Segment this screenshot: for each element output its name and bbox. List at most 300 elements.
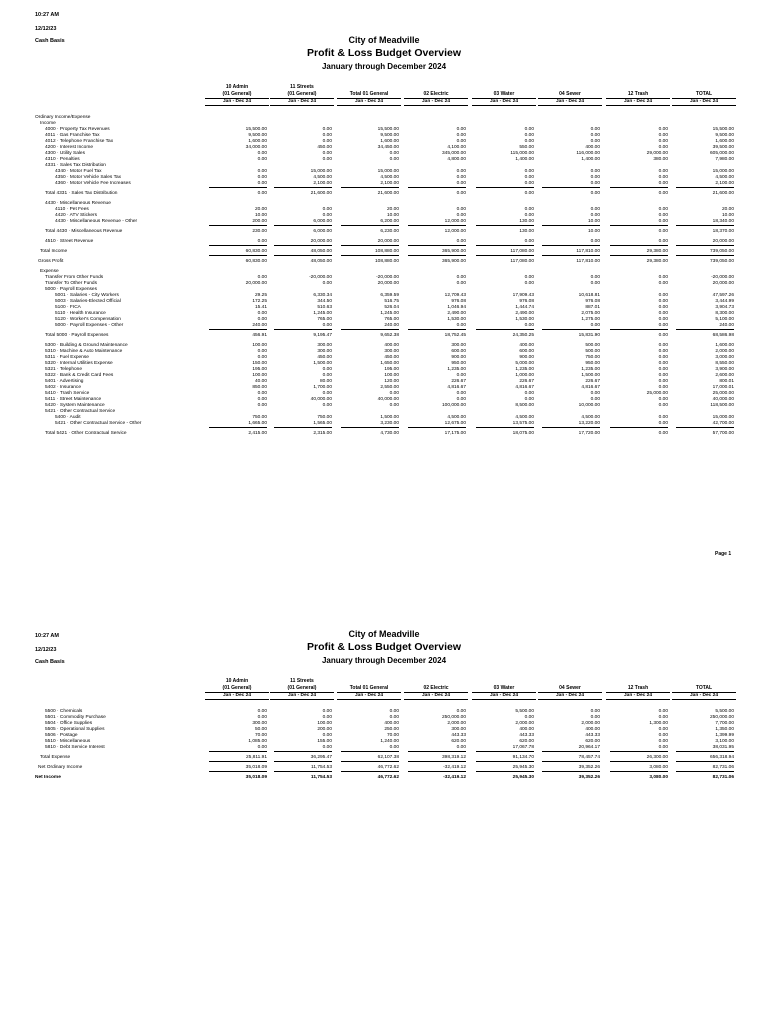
row-value: 0.00 — [524, 239, 534, 244]
org-name: City of Meadville — [348, 629, 420, 639]
report-header — [0, 587, 768, 665]
row-value: 29.25 — [254, 293, 267, 298]
row-value: 18,752.45 — [444, 333, 466, 338]
row-value: 400.00 — [585, 727, 600, 732]
row-value: 3,444.99 — [715, 299, 734, 304]
row-value: 60,830.00 — [245, 249, 267, 254]
report-period: January through December 2024 — [321, 62, 447, 71]
row-value: 48,050.00 — [310, 249, 332, 254]
subtotal-rule — [209, 761, 267, 762]
row-value: 0.00 — [590, 181, 600, 186]
row-value: 25,000.00 — [646, 391, 668, 396]
report-basis: Cash Basis — [35, 659, 65, 665]
report-row — [0, 249, 768, 255]
row-value: 443.33 — [519, 733, 534, 738]
row-label: Transfer From Other Funds — [45, 275, 104, 280]
row-label: Ordinary Income/Expense — [35, 115, 91, 120]
row-value: 0.00 — [389, 709, 399, 714]
row-value: 1,000.00 — [515, 373, 534, 378]
row-value: 9,500.00 — [380, 133, 399, 138]
row-value: 976.08 — [519, 299, 534, 304]
row-value: 46,772.62 — [377, 765, 399, 770]
row-value: 0.00 — [590, 133, 600, 138]
row-label: 5421 · Other Contractual Service - Other — [55, 421, 142, 426]
row-value: 20,000.00 — [712, 281, 734, 286]
row-value: 1,046.94 — [447, 305, 466, 310]
row-value: 240.00 — [384, 323, 399, 328]
row-value: 11,754.53 — [310, 775, 332, 780]
row-value: 0.00 — [524, 391, 534, 396]
report-rows — [0, 709, 768, 781]
subtotal-rule — [676, 771, 734, 772]
subtotal-rule — [209, 427, 267, 428]
row-value: 39,352.26 — [578, 765, 600, 770]
row-value: 0.00 — [658, 239, 668, 244]
row-value: 15,000.00 — [712, 169, 734, 174]
row-value: 100.00 — [252, 343, 267, 348]
subtotal-rule — [676, 751, 734, 752]
row-label: 5421 · Other Contractual Service — [45, 409, 116, 414]
row-value: 300.00 — [451, 727, 466, 732]
row-value: 0.00 — [590, 207, 600, 212]
row-value: 50.00 — [254, 727, 267, 732]
row-value: 120.00 — [384, 379, 399, 384]
row-label: Net Income — [35, 775, 61, 780]
row-value: 108,880.00 — [374, 249, 399, 254]
row-value: 0.00 — [456, 133, 466, 138]
row-value: 117,080.00 — [510, 259, 534, 264]
row-value: 0.00 — [389, 715, 399, 720]
row-value: -20,000.00 — [711, 275, 734, 280]
row-value: 1,235.00 — [581, 367, 600, 372]
row-value: 9,500.00 — [248, 133, 267, 138]
row-value: 526.04 — [384, 305, 399, 310]
row-value: 70.00 — [254, 733, 267, 738]
row-value: 21,600.00 — [712, 191, 734, 196]
subtotal-rule — [274, 761, 332, 762]
row-value: 2,000.00 — [715, 349, 734, 354]
row-value: 0.00 — [456, 127, 466, 132]
row-value: 1,700.00 — [313, 385, 332, 390]
row-value: 1,240.00 — [380, 739, 399, 744]
row-value: 15.41 — [254, 305, 267, 310]
row-value: 0.00 — [524, 397, 534, 402]
row-value: 20.00 — [254, 207, 267, 212]
row-value: 7,980.00 — [715, 157, 734, 162]
row-value: 550.00 — [519, 145, 534, 150]
page-number: Page 1 — [715, 551, 732, 557]
row-value: 108,880.00 — [374, 259, 399, 264]
org-name: City of Meadville — [348, 35, 420, 45]
report-page-2 — [0, 587, 768, 1024]
row-label: 4331 · Sales Tax Distribution — [45, 163, 106, 168]
row-value: 9,500.00 — [715, 133, 734, 138]
row-value: 26,300.00 — [646, 755, 668, 760]
subtotal-rule — [676, 245, 734, 246]
row-value: 0.00 — [257, 403, 267, 408]
row-value: 40,000.00 — [310, 397, 332, 402]
row-label: Total Expense — [40, 755, 71, 760]
row-value: 620.00 — [519, 739, 534, 744]
row-value: 1,600.00 — [715, 343, 734, 348]
row-value: 0.00 — [590, 213, 600, 218]
row-value: 0.00 — [590, 715, 600, 720]
column-header-range: Jan - Dec 24 — [472, 98, 536, 106]
row-value: 0.00 — [658, 733, 668, 738]
subtotal-rule — [209, 187, 267, 188]
row-value: 739,050.00 — [709, 249, 734, 254]
row-value: 2,490.00 — [447, 311, 466, 316]
row-value: 0.00 — [322, 157, 332, 162]
report-row — [0, 229, 768, 235]
row-label: Income — [40, 121, 56, 126]
column-header-line2: 12 Trash — [627, 685, 649, 691]
row-value: 1,399.99 — [715, 733, 734, 738]
row-value: 300.00 — [317, 349, 332, 354]
row-value: 0.00 — [389, 157, 399, 162]
row-value: 6,000.00 — [313, 219, 332, 224]
row-value: 1,400.00 — [581, 157, 600, 162]
row-value: 0.00 — [322, 323, 332, 328]
row-value: 0.00 — [322, 367, 332, 372]
report-date: 12/12/23 — [35, 26, 57, 32]
row-value: 62,107.38 — [377, 755, 399, 760]
row-value: 68,586.98 — [712, 333, 734, 338]
row-value: 0.00 — [456, 397, 466, 402]
row-value: 0.00 — [257, 355, 267, 360]
row-label: 4420 · ATV Stickers — [55, 213, 98, 218]
subtotal-rule — [542, 187, 600, 188]
row-label: 4350 · Motor Vehicle Sales Tax — [55, 175, 122, 180]
row-value: 0.00 — [456, 239, 466, 244]
report-title: Profit & Loss Budget Overview — [306, 641, 462, 653]
row-value: 4,500.00 — [313, 175, 332, 180]
row-value: 35,018.09 — [245, 765, 267, 770]
row-value: 976.08 — [451, 299, 466, 304]
report-row — [0, 323, 768, 329]
row-value: 400.00 — [519, 343, 534, 348]
row-value: 6,330.34 — [313, 293, 332, 298]
row-value: 600.00 — [451, 349, 466, 354]
row-value: 0.00 — [389, 403, 399, 408]
column-header-line2: (01 General) — [287, 91, 317, 97]
row-value: 12,675.00 — [444, 421, 466, 426]
subtotal-rule — [408, 245, 466, 246]
report-row — [0, 181, 768, 187]
row-value: 2,600.00 — [715, 373, 734, 378]
row-value: 0.00 — [524, 191, 534, 196]
row-value: 226.67 — [519, 379, 534, 384]
row-value: 17,175.00 — [444, 431, 466, 436]
subtotal-rule — [676, 761, 734, 762]
row-value: 0.00 — [456, 391, 466, 396]
row-value: 1,300.00 — [649, 721, 668, 726]
row-label: 5000 · Payroll Expenses - Other — [55, 323, 124, 328]
row-value: 2,100.00 — [715, 181, 734, 186]
row-value: 750.00 — [585, 355, 600, 360]
row-value: 1,665.00 — [248, 421, 267, 426]
row-value: 0.00 — [658, 745, 668, 750]
row-value: 600.00 — [519, 349, 534, 354]
row-label: 5506 · Postage — [45, 733, 78, 738]
row-label: 5510 · Miscellaneous — [45, 739, 91, 744]
subtotal-rule — [476, 245, 534, 246]
subtotal-rule — [476, 761, 534, 762]
row-value: 443.33 — [451, 733, 466, 738]
row-value: 9,195.47 — [313, 333, 332, 338]
row-value: 0.00 — [658, 379, 668, 384]
row-value: 0.00 — [322, 709, 332, 714]
row-value: 4,500.00 — [515, 415, 534, 420]
row-value: 1,235.00 — [515, 367, 534, 372]
row-value: 900.00 — [519, 355, 534, 360]
column-headers — [0, 84, 768, 114]
row-value: 10.00 — [721, 213, 734, 218]
row-label: 5110 · Health Insurance — [55, 311, 106, 316]
row-label: 4430 · Miscellaneous Revenue — [45, 201, 111, 206]
subtotal-rule — [476, 225, 534, 226]
report-row — [0, 745, 768, 751]
subtotal-rule — [274, 751, 332, 752]
row-value: 25,811.91 — [246, 755, 267, 760]
row-value: 0.00 — [658, 191, 668, 196]
row-value: 6,359.59 — [380, 293, 399, 298]
row-value: 0.00 — [322, 715, 332, 720]
row-value: 450.00 — [317, 145, 332, 150]
row-value: 0.00 — [658, 169, 668, 174]
report-date: 12/12/23 — [35, 647, 57, 653]
row-value: -20,000.00 — [376, 275, 399, 280]
row-value: 0.00 — [456, 709, 466, 714]
row-value: 200.00 — [317, 727, 332, 732]
column-header-range: Jan - Dec 24 — [270, 692, 334, 700]
row-value: 0.00 — [658, 385, 668, 390]
row-value: 400.00 — [384, 721, 399, 726]
row-value: 40,000.00 — [377, 397, 399, 402]
row-value: 656,318.94 — [709, 755, 734, 760]
row-value: 15,000.00 — [310, 169, 332, 174]
row-value: 1,500.00 — [313, 361, 332, 366]
row-value: 15,500.00 — [245, 127, 267, 132]
row-value: 0.00 — [658, 281, 668, 286]
row-value: 29,380.00 — [646, 249, 668, 254]
row-value: 750.00 — [252, 415, 267, 420]
row-value: 0.00 — [658, 207, 668, 212]
subtotal-rule — [610, 225, 668, 226]
row-value: 0.00 — [389, 745, 399, 750]
row-value: 0.00 — [322, 745, 332, 750]
row-value: 18,075.00 — [512, 431, 534, 436]
row-value: 0.00 — [389, 391, 399, 396]
row-value: 0.00 — [322, 139, 332, 144]
subtotal-rule — [209, 255, 267, 256]
row-label: 5402 · Insurance — [45, 385, 82, 390]
row-label: Transfer To Other Funds — [45, 281, 97, 286]
row-value: 0.00 — [456, 181, 466, 186]
row-label: 5120 · Worker's Compensation — [55, 317, 121, 322]
row-value: 40.00 — [254, 379, 267, 384]
row-value: 0.00 — [524, 133, 534, 138]
row-value: 0.00 — [257, 715, 267, 720]
row-value: 4,800.00 — [447, 157, 466, 162]
row-value: 25,945.30 — [512, 775, 534, 780]
row-label: 5500 · Chemicals — [45, 709, 83, 714]
row-value: 0.00 — [524, 275, 534, 280]
row-value: 1,650.00 — [380, 361, 399, 366]
subtotal-rule — [408, 771, 466, 772]
row-value: 0.00 — [658, 127, 668, 132]
row-value: 3,900.00 — [715, 367, 734, 372]
row-value: 117,810.00 — [576, 249, 600, 254]
row-label: Expense — [40, 269, 59, 274]
column-header-line2: 03 Water — [493, 91, 515, 97]
row-value: 0.00 — [658, 229, 668, 234]
subtotal-rule — [676, 187, 734, 188]
row-value: 7,700.00 — [715, 721, 734, 726]
row-value: 250.00 — [384, 727, 399, 732]
row-value: 2,490.00 — [515, 311, 534, 316]
subtotal-rule — [610, 751, 668, 752]
row-value: 4,500.00 — [715, 175, 734, 180]
subtotal-rule — [476, 751, 534, 752]
row-value: 0.00 — [590, 139, 600, 144]
row-value: 47,597.26 — [712, 293, 734, 298]
row-value: 6,000.00 — [313, 229, 332, 234]
row-value: 12,000.00 — [444, 229, 466, 234]
row-value: 29,000.00 — [646, 151, 668, 156]
row-value: 0.00 — [658, 275, 668, 280]
row-label: Total Income — [40, 249, 68, 254]
row-value: 0.00 — [658, 355, 668, 360]
row-value: 0.00 — [658, 145, 668, 150]
subtotal-rule — [209, 329, 267, 330]
subtotal-rule — [476, 187, 534, 188]
row-value: 0.00 — [257, 191, 267, 196]
row-value: 0.00 — [658, 715, 668, 720]
row-value: 100.00 — [252, 373, 267, 378]
subtotal-rule — [341, 751, 399, 752]
row-value: 850.00 — [252, 385, 267, 390]
row-value: 13,575.00 — [512, 421, 534, 426]
row-value: 450.00 — [384, 355, 399, 360]
row-value: 0.00 — [322, 127, 332, 132]
subtotal-rule — [209, 225, 267, 226]
row-value: 48,050.00 — [310, 259, 332, 264]
row-value: 118,500.00 — [710, 403, 734, 408]
subtotal-rule — [610, 245, 668, 246]
row-value: 0.00 — [257, 349, 267, 354]
row-value: 0.00 — [658, 397, 668, 402]
column-header-range: Jan - Dec 24 — [472, 692, 536, 700]
report-time: 10:27 AM — [35, 633, 59, 639]
row-value: 0.00 — [658, 367, 668, 372]
row-value: 456.91 — [252, 333, 267, 338]
report-row — [0, 239, 768, 245]
row-value: 20,000.00 — [245, 281, 267, 286]
row-value: 0.00 — [257, 175, 267, 180]
row-value: 765.00 — [384, 317, 399, 322]
row-value: 0.00 — [590, 191, 600, 196]
row-value: 15,000.00 — [377, 169, 399, 174]
row-value: 5,500.00 — [715, 709, 734, 714]
row-value: 10.00 — [587, 229, 600, 234]
row-value: 516.75 — [384, 299, 399, 304]
subtotal-rule — [274, 329, 332, 330]
row-value: 8,550.00 — [715, 361, 734, 366]
row-value: 0.00 — [590, 323, 600, 328]
row-value: -32,419.12 — [443, 765, 466, 770]
row-label: 4110 · Pet Fees — [55, 207, 89, 212]
row-label: Total 5421 · Other Contractual Service — [45, 431, 127, 436]
column-header-line1: 11 Streets — [290, 678, 314, 684]
row-value: 115,000.00 — [510, 151, 534, 156]
subtotal-rule — [274, 771, 332, 772]
row-value: 0.00 — [658, 349, 668, 354]
row-label: 5505 · Operational Supplies — [45, 727, 105, 732]
report-row — [0, 191, 768, 197]
row-value: 400.00 — [585, 145, 600, 150]
row-value: 5,000.00 — [515, 361, 534, 366]
row-label: 5504 · Office Supplies — [45, 721, 93, 726]
subtotal-rule — [676, 225, 734, 226]
row-value: 35,018.09 — [245, 775, 267, 780]
subtotal-rule — [408, 187, 466, 188]
report-rows — [0, 115, 768, 437]
subtotal-rule — [341, 771, 399, 772]
row-value: 17,720.00 — [578, 431, 600, 436]
row-value: 0.00 — [590, 709, 600, 714]
row-value: 0.00 — [658, 361, 668, 366]
row-value: 2,550.00 — [380, 385, 399, 390]
row-value: 250,000.00 — [709, 715, 734, 720]
row-value: 0.00 — [658, 219, 668, 224]
subtotal-rule — [274, 245, 332, 246]
row-value: 42,700.00 — [712, 421, 734, 426]
row-value: 6,230.00 — [380, 229, 399, 234]
row-value: 12,000.00 — [444, 219, 466, 224]
row-value: 12,709.43 — [444, 293, 466, 298]
row-label: Total 5000 · Payroll Expenses — [45, 333, 109, 338]
row-value: 0.00 — [658, 305, 668, 310]
row-value: 8,500.00 — [515, 403, 534, 408]
row-value: 0.00 — [456, 207, 466, 212]
row-label: 4011 · Gas Franchise Tax — [45, 133, 100, 138]
subtotal-rule — [341, 427, 399, 428]
row-value: 3,100.00 — [715, 739, 734, 744]
column-headers — [0, 678, 768, 708]
row-label: 5000 · Payroll Expenses — [45, 287, 97, 292]
row-value: 4,816.67 — [581, 385, 600, 390]
column-header-line1: 10 Admin — [225, 84, 249, 90]
row-value: 15,000.00 — [712, 415, 734, 420]
row-value: 15,500.00 — [712, 127, 734, 132]
row-value: 9,652.38 — [380, 333, 399, 338]
report-basis: Cash Basis — [35, 38, 65, 44]
row-value: 1,530.00 — [447, 317, 466, 322]
subtotal-rule — [610, 255, 668, 256]
row-value: 46,772.62 — [377, 775, 399, 780]
row-value: 21,600.00 — [310, 191, 332, 196]
subtotal-rule — [476, 329, 534, 330]
row-value: 0.00 — [456, 169, 466, 174]
row-value: 0.00 — [257, 311, 267, 316]
subtotal-rule — [209, 245, 267, 246]
row-value: 1,600.00 — [715, 139, 734, 144]
report-row — [0, 765, 768, 771]
row-label: 4012 · Telephone Franchise Tax — [45, 139, 114, 144]
subtotal-rule — [676, 255, 734, 256]
subtotal-rule — [341, 187, 399, 188]
